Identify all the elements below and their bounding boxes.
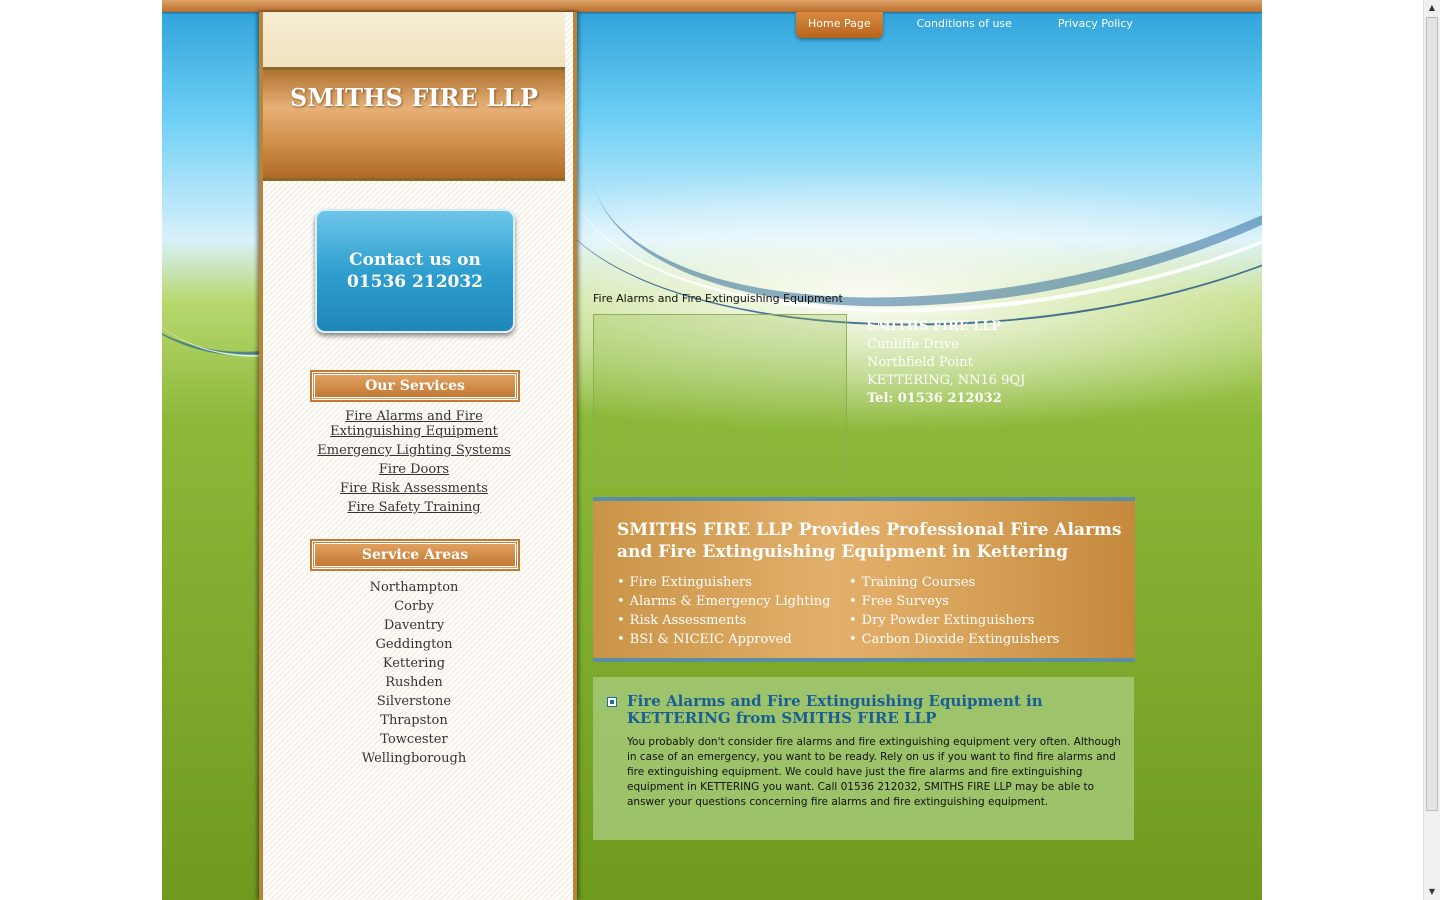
telephone: Tel: 01536 212032 <box>867 391 1002 406</box>
list-item <box>303 481 525 496</box>
list-item: • Risk Assessments <box>617 611 830 630</box>
sidebar <box>259 12 577 900</box>
address-block <box>867 318 1025 408</box>
address-line: Cunliffe Drive <box>867 337 959 352</box>
promo-title: SMITHS FIRE LLP Provides Professional Fire Alarms and Fire Extinguishing Equipment in Kettering <box>617 520 1122 562</box>
decorative-swirl <box>528 0 1262 361</box>
nav-home-page[interactable]: Home Page <box>796 12 883 38</box>
contact-label: Contact us on <box>349 250 481 270</box>
nav-privacy-policy[interactable]: Privacy Policy <box>1057 17 1133 30</box>
list-item: • Alarms & Emergency Lighting <box>617 592 830 611</box>
article-title: Fire Alarms and Fire Extinguishing Equipment in KETTERING from SMITHS FIRE LLP <box>627 692 1043 727</box>
list-item: • Free Surveys <box>849 592 1059 611</box>
service-areas-heading: Service Areas <box>312 541 518 569</box>
list-item: Rushden <box>385 675 443 690</box>
service-areas-list <box>303 578 525 768</box>
list-item <box>303 443 525 458</box>
nav-conditions-of-use[interactable]: Conditions of use <box>916 17 1012 30</box>
contact-us-button[interactable] <box>315 209 515 333</box>
site-title: SMITHS FIRE LLP <box>289 83 538 112</box>
article-panel <box>593 677 1134 840</box>
list-item: Geddington <box>375 637 453 652</box>
promo-list-left <box>617 573 830 649</box>
top-navigation <box>796 12 1167 38</box>
list-item <box>303 500 525 515</box>
article-body: You probably don't consider fire alarms and fire extinguishing equipment very often. Although in case of an emergency, you want to be ready. Rely on us if you want to find fire alarms and fire extinguishing equipment. We could have just the fire alarms and fire extinguishing equipment in KETTERING you want. Call 01536 212032, SMITHS FIRE LLP may be able to answer your questions concerning fire alarms and fire extinguishing equipment. <box>627 736 1121 808</box>
address-line: KETTERING, NN16 9QJ <box>867 373 1026 388</box>
address-line: Northfield Point <box>867 355 973 370</box>
list-item: • BSI & NICEIC Approved <box>617 630 830 649</box>
sidebar-top-panel <box>263 12 565 67</box>
list-item: Daventry <box>383 618 445 633</box>
list-item: • Carbon Dioxide Extinguishers <box>849 630 1059 649</box>
list-item: Silverstone <box>376 694 452 709</box>
list-item: • Dry Powder Extinguishers <box>849 611 1059 630</box>
list-item: • Fire Extinguishers <box>617 573 830 592</box>
services-list <box>303 409 525 519</box>
arrow-down-icon[interactable]: ▼ <box>1428 887 1436 896</box>
list-item: Towcester <box>380 732 448 747</box>
page <box>162 0 1262 900</box>
our-services-heading: Our Services <box>312 372 518 400</box>
vertical-scrollbar[interactable] <box>1423 0 1440 900</box>
list-item: Kettering <box>382 656 446 671</box>
scrollbar-thumb[interactable] <box>1426 17 1438 811</box>
square-bullet-icon <box>607 697 617 707</box>
service-link-fire-alarms[interactable]: Fire Alarms and Fire Extinguishing Equipment <box>330 409 498 439</box>
list-item: Northampton <box>369 580 459 595</box>
contact-phone: 01536 212032 <box>346 272 484 292</box>
service-link-fire-safety-training[interactable]: Fire Safety Training <box>347 500 481 515</box>
list-item <box>303 462 525 477</box>
list-item: Thrapston <box>380 713 448 728</box>
service-link-emergency-lighting[interactable]: Emergency Lighting Systems <box>317 443 511 458</box>
service-link-fire-risk-assessments[interactable]: Fire Risk Assessments <box>340 481 488 496</box>
list-item: Wellingborough <box>361 751 467 766</box>
map-placeholder[interactable] <box>593 314 847 484</box>
arrow-up-icon[interactable]: ▲ <box>1428 3 1436 12</box>
list-item <box>303 409 525 439</box>
promo-list-right <box>849 573 1059 649</box>
list-item: Corby <box>394 599 434 614</box>
company-name: SMITHS FIRE LLP <box>867 319 1002 334</box>
list-item: • Training Courses <box>849 573 1059 592</box>
logo-band <box>263 67 565 181</box>
top-bar <box>162 0 1262 12</box>
breadcrumb: Fire Alarms and Fire Extinguishing Equipment <box>593 292 843 305</box>
promo-banner <box>593 497 1135 662</box>
service-link-fire-doors[interactable]: Fire Doors <box>378 462 450 477</box>
